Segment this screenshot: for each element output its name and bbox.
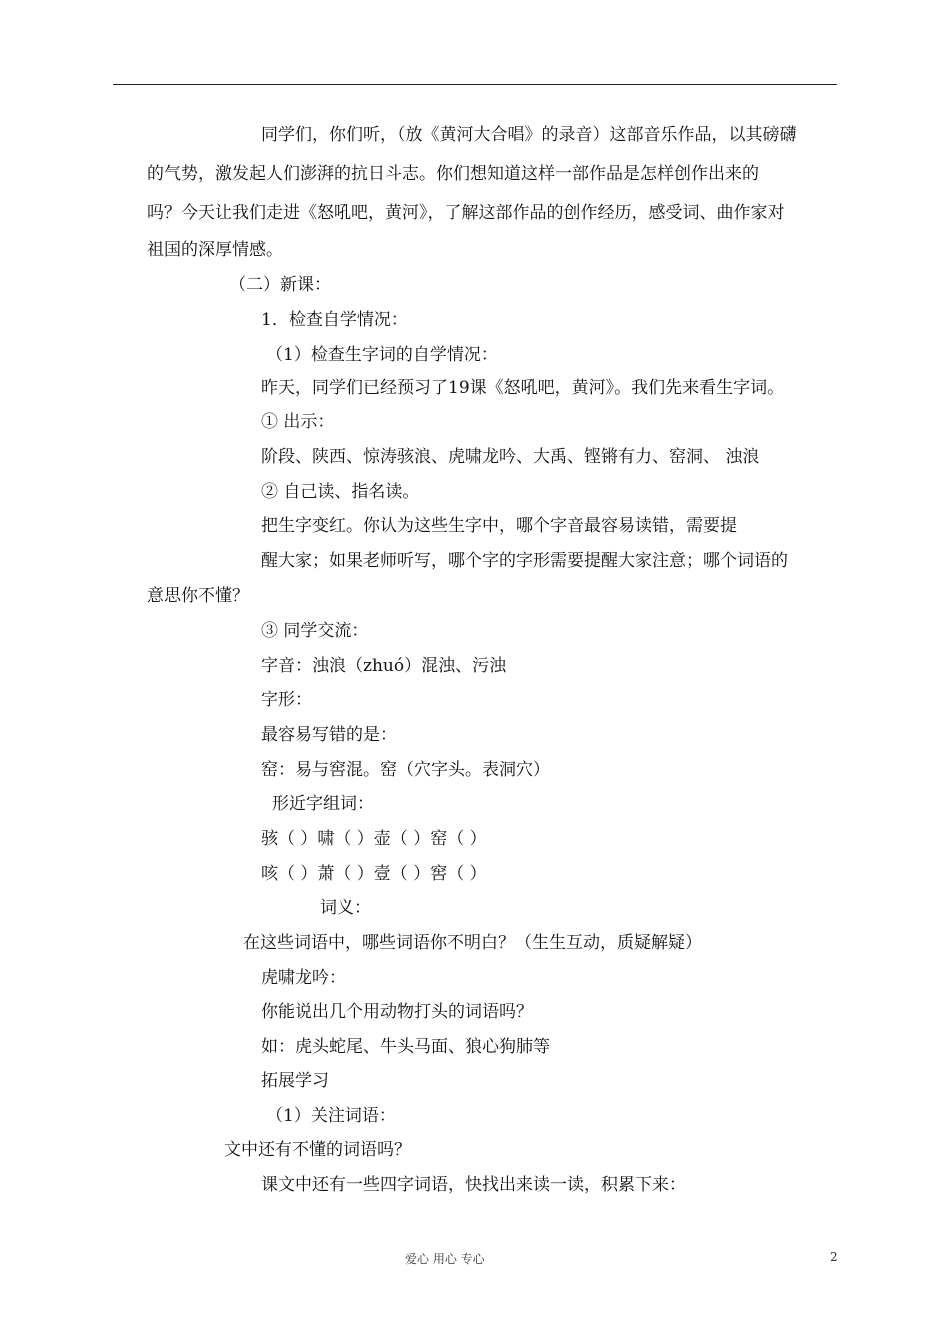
header-rule [113, 84, 837, 85]
body-line: 吗？今天让我们走进《怒吼吧，黄河》，了解这部作品的创作经历，感受词、曲作家对 [147, 203, 785, 223]
body-line: 把生字变红。你认为这些生字中，哪个字音最容易读错，需要提 [261, 516, 737, 536]
body-line: 如：虎头蛇尾、牛头马面、狼心狗肺等 [261, 1037, 550, 1057]
word-list: 阶段、陕西、惊涛骇浪、虎啸龙吟、大禹、铿锵有力、窑洞、 浊浪 [261, 447, 760, 467]
body-line: ① 出示： [261, 412, 335, 432]
body-line: 字音：浊浪（zhuó）混浊、污浊 [261, 656, 507, 676]
body-line: 字形： [261, 690, 312, 710]
subsection-heading: 1．检查自学情况： [261, 310, 408, 330]
subsection-heading: （1）检查生字词的自学情况： [266, 345, 498, 365]
section-heading: （二）新课： [229, 275, 331, 295]
exercise-line: 骇（ ）啸（ ）壶（ ）窑（ ） [261, 829, 487, 849]
body-line: 的气势，激发起人们澎湃的抗日斗志。你们想知道这样一部作品是怎样创作出来的 [147, 164, 759, 184]
page-number: 2 [830, 1250, 838, 1264]
body-line: （1）关注词语： [266, 1106, 396, 1126]
body-line: 意思你不懂？ [147, 586, 249, 606]
body-line: ③ 同学交流： [261, 621, 369, 641]
body-line: 拓展学习 [261, 1071, 329, 1091]
body-line: ② 自己读、指名读。 [261, 482, 420, 502]
body-line: 形近字组词： [272, 794, 374, 814]
body-line: 词义： [320, 898, 371, 918]
body-line: 课文中还有一些四字词语，快找出来读一读，积累下来： [261, 1175, 686, 1195]
footer-motto: 爱心 用心 专心 [405, 1252, 485, 1266]
body-line: 虎啸龙吟： [261, 968, 346, 988]
body-line: 在这些词语中，哪些词语你不明白？（生生互动，质疑解疑） [243, 933, 702, 953]
body-line: 醒大家；如果老师听写，哪个字的字形需要提醒大家注意；哪个词语的 [261, 551, 788, 571]
body-line: 祖国的深厚情感。 [147, 240, 283, 260]
body-line: 同学们，你们听，（放《黄河大合唱》的录音）这部音乐作品，以其磅礴 [261, 125, 797, 145]
body-line: 最容易写错的是： [261, 725, 397, 745]
body-line: 昨天，同学们已经预习了19课《怒吼吧，黄河》。我们先来看生字词。 [261, 378, 785, 398]
body-line: 文中还有不懂的词语吗？ [224, 1140, 411, 1160]
body-line: 你能说出几个用动物打头的词语吗？ [261, 1002, 533, 1022]
body-line: 窑：易与窖混。窑（穴字头。表洞穴） [261, 760, 550, 780]
exercise-line: 咳（ ）萧（ ）壹（ ）窖（ ） [261, 864, 487, 884]
